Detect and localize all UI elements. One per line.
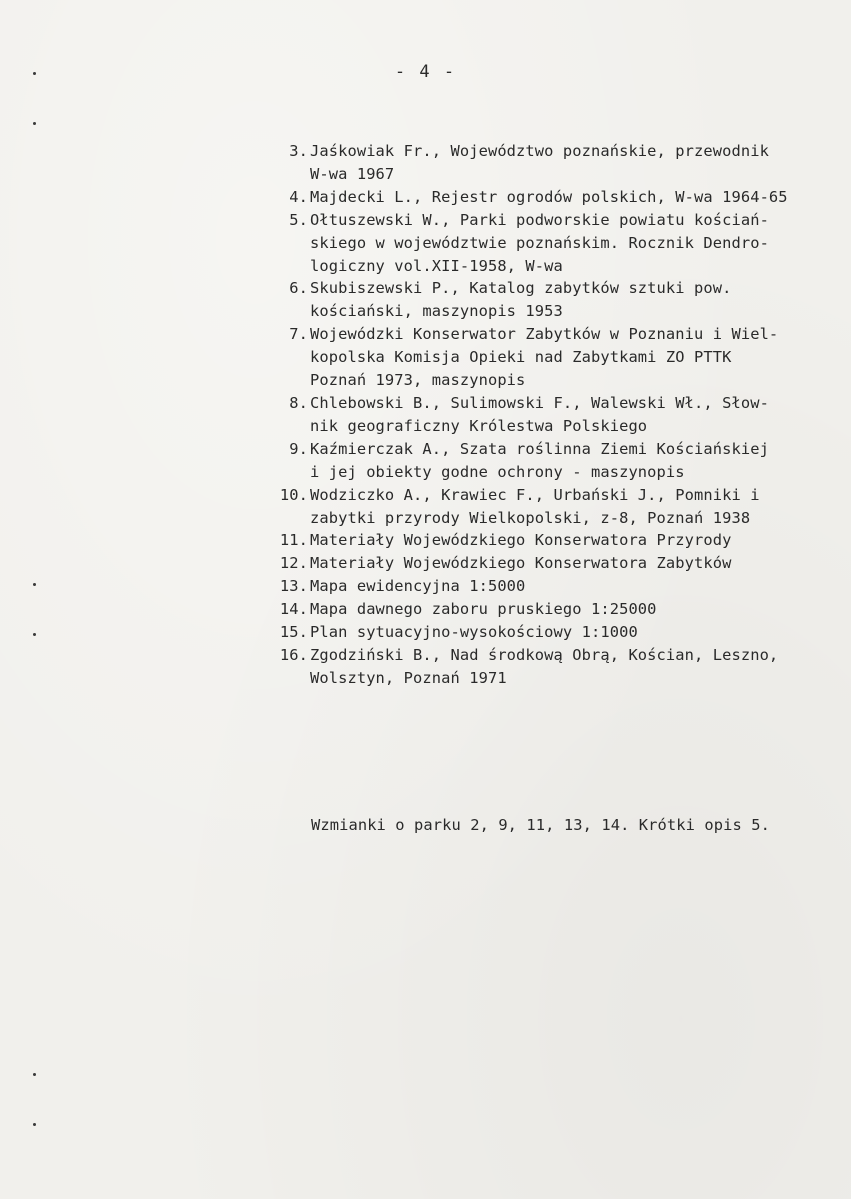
reference-item — [270, 209, 845, 278]
margin-mark — [33, 72, 36, 75]
margin-mark — [33, 1073, 36, 1076]
reference-text-line: Zgodziński B., Nad środkową Obrą, Kościan, Leszno, — [310, 645, 779, 664]
reference-text-line: Chlebowski B., Sulimowski F., Walewski Wł., Słow- — [310, 393, 769, 412]
reference-text-line: Jaśkowiak Fr., Województwo poznańskie, przewodnik — [310, 142, 769, 160]
reference-item — [270, 277, 845, 323]
reference-text-line: Materiały Wojewódzkiego Konserwatora Przyrody — [310, 531, 732, 550]
reference-text-line: Ołtuszewski W., Parki podworskie powiatu kościań- — [310, 210, 769, 229]
reference-text-line: kopolska Komisja Opieki nad Zabytkami ZO PTTK — [310, 348, 732, 367]
reference-number: 9. — [289, 439, 308, 458]
reference-text-line: Kaźmierczak A., Szata roślinna Ziemi Kościańskiej — [310, 439, 769, 458]
reference-text-line: Materiały Wojewódzkiego Konserwatora Zabytków — [310, 554, 732, 573]
reference-item — [270, 323, 845, 392]
reference-item — [270, 598, 845, 621]
reference-item — [270, 392, 845, 438]
reference-text-line: zabytki przyrody Wielkopolski, z-8, Poznań 1938 — [310, 508, 751, 527]
mentions-note: Wzmianki o parku 2, 9, 11, 13, 14. Krótki opis 5. — [311, 816, 770, 834]
reference-item — [270, 140, 845, 186]
reference-number: 14. — [279, 600, 308, 619]
reference-text-line: logiczny vol.XII-1958, W-wa — [310, 256, 563, 275]
reference-text-line: Poznań 1973, maszynopis — [310, 371, 526, 390]
reference-item — [270, 575, 845, 598]
reference-number: 6. — [289, 279, 308, 298]
reference-item — [270, 186, 845, 209]
reference-number: 12. — [279, 554, 308, 573]
reference-item — [270, 438, 845, 484]
reference-item — [270, 484, 845, 530]
reference-number: 5. — [289, 210, 308, 229]
margin-mark — [33, 633, 36, 636]
reference-text-line: Skubiszewski P., Katalog zabytków sztuki pow. — [310, 279, 732, 298]
reference-text-line: Wolsztyn, Poznań 1971 — [310, 668, 507, 687]
reference-number: 16. — [279, 645, 308, 664]
reference-number: 15. — [279, 623, 308, 642]
reference-text-line: Majdecki L., Rejestr ogrodów polskich, W-wa 1964-65 — [310, 187, 788, 206]
reference-text-line: Plan sytuacyjno-wysokościowy 1:1000 — [310, 623, 638, 642]
reference-number: 4. — [289, 187, 308, 206]
margin-mark — [33, 1123, 36, 1126]
reference-text-line: kościański, maszynopis 1953 — [310, 302, 563, 321]
reference-number: 11. — [279, 531, 308, 550]
reference-item — [270, 621, 845, 644]
reference-list — [270, 140, 845, 690]
reference-text-line: Mapa dawnego zaboru pruskiego 1:25000 — [310, 600, 657, 619]
reference-text-line: Wojewódzki Konserwator Zabytków w Poznaniu i Wiel- — [310, 325, 779, 344]
reference-item — [270, 644, 845, 690]
reference-number: 3. — [289, 142, 308, 160]
reference-number: 8. — [289, 393, 308, 412]
reference-text-line: nik geograficzny Królestwa Polskiego — [310, 416, 648, 435]
reference-text-line: Mapa ewidencyjna 1:5000 — [310, 577, 526, 596]
reference-text-line: skiego w województwie poznańskim. Rocznik Dendro- — [310, 233, 769, 252]
reference-number: 10. — [279, 485, 308, 504]
reference-text-line: Wodziczko A., Krawiec F., Urbański J., Pomniki i — [310, 485, 760, 504]
reference-item — [270, 529, 845, 552]
reference-number: 7. — [289, 325, 308, 344]
margin-mark — [33, 122, 36, 125]
reference-text-line: W-wa 1967 — [310, 164, 395, 183]
page-number: - 4 - — [394, 62, 457, 82]
margin-mark — [33, 583, 36, 586]
reference-item — [270, 552, 845, 575]
reference-text-line: i jej obiekty godne ochrony - maszynopis — [310, 462, 685, 481]
reference-number: 13. — [279, 577, 308, 596]
